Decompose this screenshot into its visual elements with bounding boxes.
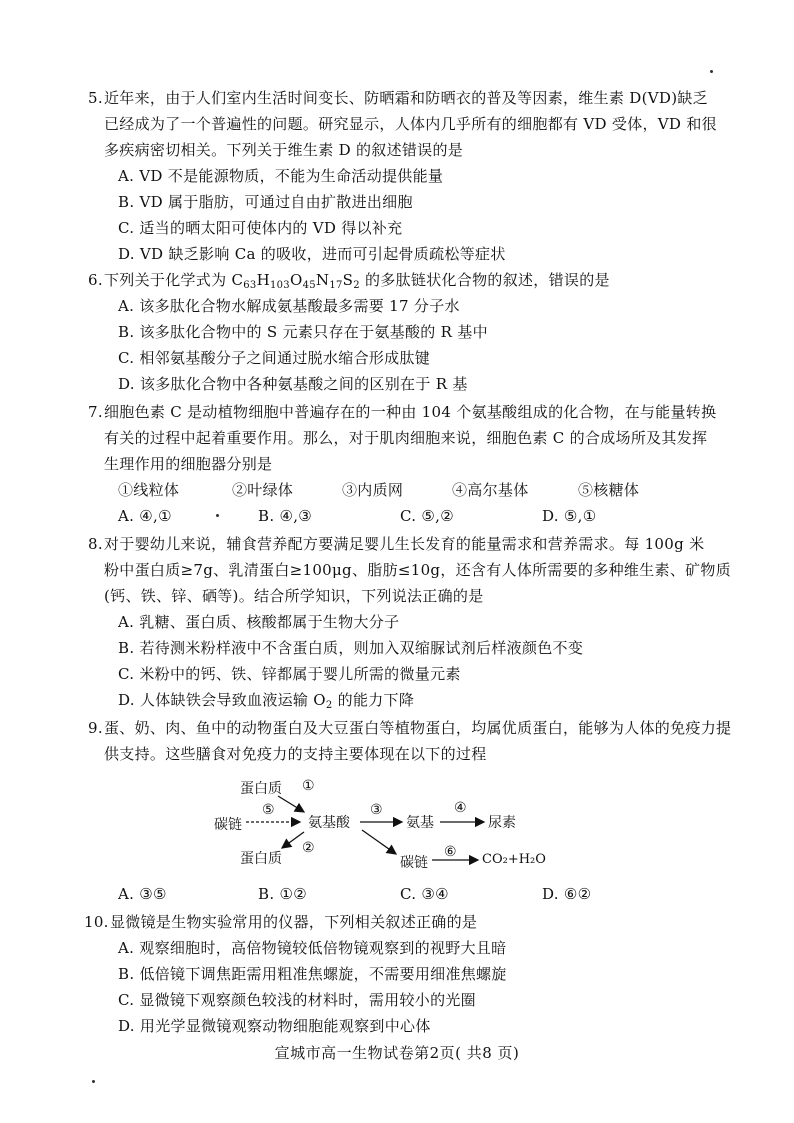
- page-footer: 宣城市高一生物试卷第2页( 共8 页): [274, 1044, 520, 1062]
- q10-line1: 10.显微镜是生物实验常用的仪器，下列相关叙述正确的是: [84, 913, 478, 931]
- q6-stem: 6.下列关于化学式为 $C_{63}H_{103}O_{45}N_{17}S_2$ 的多肽链状化合物的叙述，错误的是: [88, 271, 610, 291]
- q5-option-c: C. 适当的晒太阳可使体内的 VD 得以补充: [118, 219, 403, 237]
- diagram-carbon-chain-right: 碳链: [400, 855, 428, 871]
- q7-line1: 7.细胞色素 C 是动植物细胞中普遍存在的一种由 104 个氨基酸组成的化合物，在与能量转换: [88, 403, 717, 421]
- q9-option-c: C. ③④: [400, 885, 449, 903]
- q7-option-c: C. ⑤,②: [400, 507, 454, 525]
- q9-option-d: D. ⑥②: [542, 885, 592, 903]
- q7-option-a: A. ④,①: [118, 507, 172, 525]
- q5-line2: 已经成为了一个普遍性的问题。研究显示，人体内几乎所有的细胞都有 VD 受体，VD 和很: [104, 115, 717, 133]
- diagram-label-4: ④: [454, 800, 467, 816]
- arrow-protein-to-amino-acid: [278, 796, 304, 812]
- q7-organelle-2: ②叶绿体: [232, 481, 294, 499]
- q9-metabolism-diagram: [200, 774, 580, 878]
- q7-organelle-3: ③内质网: [342, 481, 404, 499]
- q8-option-b: B. 若待测米粉样液中不含蛋白质，则加入双缩脲试剂后样液颜色不变: [118, 639, 584, 657]
- q7-line3: 生理作用的细胞器分别是: [104, 455, 273, 473]
- q8-option-a: A. 乳糖、蛋白质、核酸都属于生物大分子: [118, 613, 400, 631]
- scan-speck: [216, 514, 219, 517]
- q9-option-a: A. ③⑤: [118, 885, 167, 903]
- q7-line2: 有关的过程中起着重要作用。那么，对于肌肉细胞来说，细胞色素 C 的合成场所及其发挥: [104, 429, 708, 447]
- diagram-urea: 尿素: [488, 815, 516, 831]
- arrow-amino-acid-to-carbon-chain: [362, 830, 396, 854]
- diagram-amino-acid: 氨基酸: [308, 815, 350, 831]
- q5-number: 5.: [88, 89, 103, 107]
- q6-option-a: A. 该多肽化合物水解成氨基酸最多需要 17 分子水: [118, 297, 460, 315]
- q9-line1: 9.蛋、奶、肉、鱼中的动物蛋白及大豆蛋白等植物蛋白，均属优质蛋白，能够为人体的免疫力提: [88, 719, 732, 737]
- q10-option-b: B. 低倍镜下调焦距需用粗准焦螺旋，不需要用细准焦螺旋: [118, 965, 507, 983]
- diagram-products: CO₂+H₂O: [482, 852, 546, 867]
- q10-option-d: D. 用光学显微镜观察动物细胞能观察到中心体: [118, 1017, 431, 1035]
- q8-number: 8.: [88, 535, 103, 553]
- q7-organelle-1: ①线粒体: [118, 481, 180, 499]
- diagram-label-2: ②: [302, 840, 315, 856]
- q9-number: 9.: [88, 719, 103, 737]
- q5-option-a: A. VD 不是能源物质，不能为生命活动提供能量: [118, 167, 444, 185]
- q8-option-d: D. 人体缺铁会导致血液运输 $O_2$ 的能力下降: [118, 691, 415, 711]
- diagram-label-1: ①: [302, 778, 315, 794]
- q7-number: 7.: [88, 403, 103, 421]
- diagram-protein-top: 蛋白质: [240, 781, 282, 797]
- q8-line2: 粉中蛋白质≥7g、乳清蛋白≥100μg、脂肪≤10g，还含有人体所需要的多种维生素、矿物质: [104, 561, 732, 579]
- q7-organelle-5: ⑤核糖体: [578, 481, 640, 499]
- diagram-label-5: ⑤: [262, 802, 275, 818]
- q10-option-c: C. 显微镜下观察颜色较浅的材料时，需用较小的光圈: [118, 991, 476, 1009]
- q6-option-d: D. 该多肽化合物中各种氨基酸之间的区别在于 R 基: [118, 375, 468, 393]
- q8-option-c: C. 米粉中的钙、铁、锌都属于婴儿所需的微量元素: [118, 665, 461, 683]
- q7-option-d: D. ⑤,①: [542, 507, 597, 525]
- diagram-protein-bottom: 蛋白质: [240, 851, 282, 867]
- q10-option-a: A. 观察细胞时，高倍物镜较低倍物镜观察到的视野大且暗: [118, 939, 507, 957]
- q9-option-b: B. ①②: [258, 885, 307, 903]
- q7-option-b: B. ④,③: [258, 507, 313, 525]
- q6-number: 6.: [88, 271, 103, 289]
- diagram-carbon-chain-left: 碳链: [214, 817, 242, 833]
- q5-option-b: B. VD 属于脂肪，可通过自由扩散进出细胞: [118, 193, 413, 211]
- q5-line1: 5.近年来，由于人们室内生活时间变长、防晒霜和防晒衣的普及等因素，维生素 D(VD)缺乏: [88, 89, 708, 107]
- q8-line3: (钙、铁、锌、硒等)。结合所学知识，下列说法正确的是: [104, 587, 484, 605]
- q8-line1: 8.对于婴幼儿来说，辅食营养配方要满足婴儿生长发育的能量需求和营养需求。每 100g 米: [88, 535, 705, 553]
- q5-option-d: D. VD 缺乏影响 Ca 的吸收，进而可引起骨质疏松等症状: [118, 245, 506, 263]
- q6-option-b: B. 该多肽化合物中的 S 元素只存在于氨基酸的 R 基中: [118, 323, 488, 341]
- arrow-amino-acid-to-protein: [282, 832, 304, 848]
- scan-speck: [92, 1080, 95, 1083]
- q5-line3: 多疾病密切相关。下列关于维生素 D 的叙述错误的是: [104, 141, 464, 159]
- q7-organelle-4: ④高尔基体: [452, 481, 529, 499]
- q10-number: 10.: [84, 913, 109, 931]
- diagram-label-3: ③: [370, 802, 383, 818]
- q6-option-c: C. 相邻氨基酸分子之间通过脱水缩合形成肽键: [118, 349, 431, 367]
- scan-speck: [710, 70, 713, 73]
- diagram-amino-group: 氨基: [406, 815, 434, 831]
- q9-line2: 供支持。这些膳食对免疫力的支持主要体现在以下的过程: [104, 745, 487, 763]
- diagram-label-6: ⑥: [444, 844, 457, 860]
